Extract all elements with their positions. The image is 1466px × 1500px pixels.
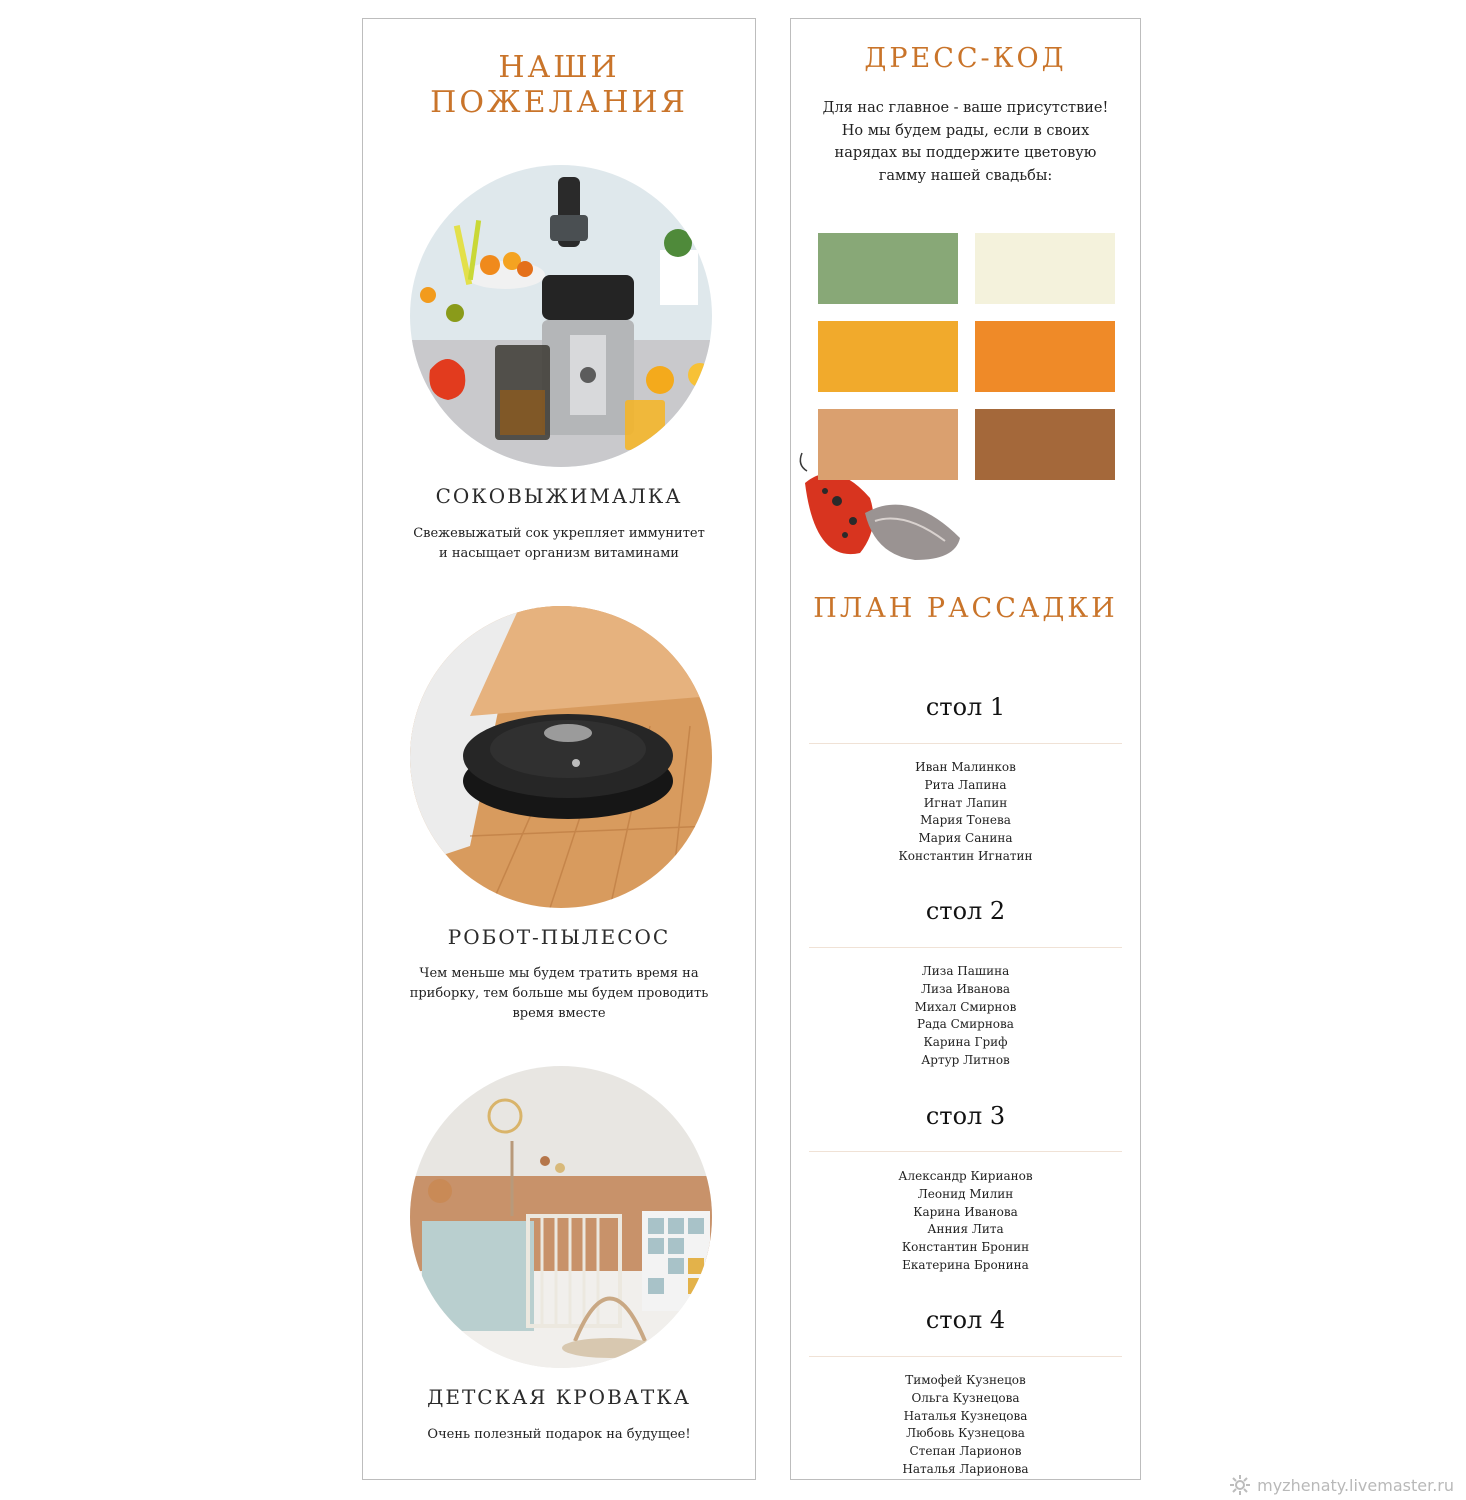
wishes-title-line1: НАШИ (498, 50, 620, 85)
gift-desc-juicer: Свежевыжатый сок укрепляет иммунитет и насыщает организм витаминами (413, 526, 705, 561)
gift-name-baby-crib: ДЕТСКАЯ КРОВАТКА (427, 1385, 691, 1409)
table-3-heading: стол 3 (925, 1102, 1006, 1130)
guest-name: Мария Тонева (920, 813, 1011, 828)
guest-name: Константин Бронин (901, 1240, 1030, 1255)
guest-name: Любовь Кузнецова (906, 1426, 1025, 1441)
table-4-divider (809, 1356, 1122, 1357)
guest-name: Анния Лита (927, 1222, 1004, 1237)
color-swatch-yellow (818, 321, 958, 392)
gift-desc-robot-vacuum: Чем меньше мы будем тратить время на приборку, тем больше мы будем проводить время вместе (409, 966, 709, 1021)
guest-name: Степан Ларионов (909, 1444, 1022, 1459)
guest-name: Тимофей Кузнецов (905, 1373, 1026, 1387)
baby-crib-image (410, 1066, 712, 1368)
seating-plan-title: ПЛАН РАССАДКИ (813, 593, 1118, 624)
color-swatch-green (818, 233, 958, 304)
guest-name: Мария Санина (918, 831, 1013, 846)
table-1-heading: стол 1 (925, 693, 1006, 721)
dress-code-title: ДРЕСС-КОД (864, 43, 1067, 74)
guest-name: Наталья Ларионова (902, 1461, 1029, 1476)
color-swatch-cream (975, 233, 1115, 304)
dress-code-text: Для нас главное - ваше присутствие! Но мы будем рады, если в своих нарядах вы поддержите цветовую гамму нашей свадьбы: (822, 100, 1109, 184)
table-3-guest-list (791, 1168, 1140, 1275)
guest-name: Карина Иванова (913, 1204, 1018, 1219)
guest-name: Рита Лапина (924, 777, 1007, 792)
table-4-heading: стол 4 (925, 1306, 1006, 1334)
guest-name: Ольга Кузнецова (911, 1390, 1020, 1405)
guest-name: Иван Малинков (915, 760, 1016, 774)
gift-desc-baby-crib: Очень полезный подарок на будущее! (427, 1427, 691, 1442)
table-3-divider (809, 1151, 1122, 1152)
robot-vacuum-image (410, 606, 712, 908)
watermark (1229, 1474, 1454, 1496)
color-swatch-peach (818, 409, 958, 480)
wishes-panel (362, 18, 756, 1480)
livemaster-logo-icon (1229, 1474, 1251, 1496)
guest-name: Наталья Кузнецова (903, 1408, 1028, 1423)
gift-name-robot-vacuum: РОБОТ-ПЫЛЕСОС (447, 925, 671, 949)
guest-name: Леонид Милин (917, 1186, 1014, 1201)
guest-name: Екатерина Бронина (902, 1257, 1029, 1272)
gift-name-juicer: СОКОВЫЖИМАЛКА (435, 484, 683, 508)
table-4-guest-list (791, 1372, 1140, 1479)
table-2-heading: стол 2 (925, 897, 1006, 925)
color-swatch-orange (975, 321, 1115, 392)
color-swatch-brown (975, 409, 1115, 480)
watermark-text: myzhenaty.livemaster.ru (1257, 1475, 1454, 1495)
dress-code-seating-panel (790, 18, 1141, 1480)
table-1-divider (809, 743, 1122, 744)
guest-name: Михал Смирнов (914, 999, 1017, 1014)
table-2-divider (809, 947, 1122, 948)
guest-name: Артур Литнов (921, 1052, 1010, 1067)
juicer-image (410, 165, 712, 467)
guest-name: Игнат Лапин (923, 795, 1008, 810)
wishes-title (363, 51, 755, 120)
wishes-title-line2: ПОЖЕЛАНИЯ (430, 84, 688, 120)
guest-name: Константин Игнатин (898, 848, 1033, 863)
guest-name: Александр Кирианов (898, 1169, 1033, 1183)
table-2-guest-list (791, 963, 1140, 1070)
guest-name: Лиза Иванова (920, 981, 1011, 996)
guest-name: Карина Гриф (923, 1035, 1008, 1050)
table-1-guest-list (791, 759, 1140, 866)
guest-name: Лиза Пашина (921, 964, 1010, 978)
guest-name: Рада Смирнова (917, 1017, 1014, 1032)
